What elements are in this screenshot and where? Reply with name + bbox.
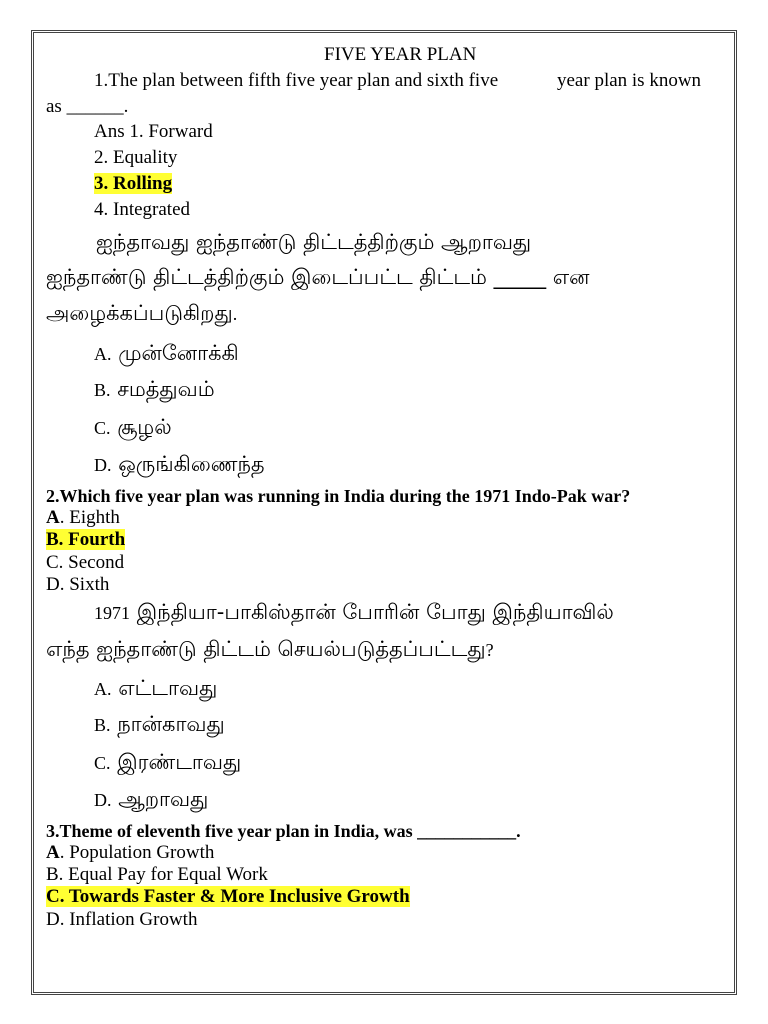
q2-tamil-line2-end: ? xyxy=(485,640,494,660)
q1-tamil-option-d xyxy=(94,451,265,478)
q3-option-a xyxy=(46,842,214,864)
q2-tamil-option-a-text: எட்டாவது xyxy=(118,676,218,700)
q2-tamil-option-a xyxy=(94,675,217,702)
q1-tamil-option-a xyxy=(94,340,239,367)
q2-tamil-line2-text: எந்த ஐந்தாண்டு திட்டம் செயல்படுத்தப்பட்டது xyxy=(46,637,486,661)
q2-question: 2.Which five year plan was running in India during the 1971 Indo-Pak war? xyxy=(46,486,631,506)
q3-option-c-answer xyxy=(46,886,410,908)
q1-tamil-option-b-letter: B. xyxy=(94,380,111,400)
q1-tamil-option-a-letter: A. xyxy=(94,344,112,364)
q3-answer-highlight: C. Towards Faster & More Inclusive Growth xyxy=(46,886,410,907)
q1-tamil-option-c-text: சூழல் xyxy=(117,415,172,439)
q2-tamil-line1 xyxy=(94,599,614,626)
q2-tamil-option-d xyxy=(94,786,208,813)
q1-tamil-line1: ஐந்தாவது ஐந்தாண்டு திட்டத்திற்கும் ஆறாவது xyxy=(96,230,532,254)
q2-tamil-option-b-text: நான்காவது xyxy=(117,712,225,736)
q2-option-a-text: . Eighth xyxy=(59,507,120,528)
q1-tamil-line3-text: அழைக்கப்படுகிறது xyxy=(46,301,233,325)
q1-tamil-line3-end: . xyxy=(232,304,238,324)
q2-tamil-line1-text: இந்தியா-பாகிஸ்தான் போரின் போது இந்தியாவில் xyxy=(136,600,614,624)
q1-tamil-option-b xyxy=(94,376,215,403)
q2-option-a xyxy=(46,507,120,529)
q1-tamil-option-d-letter: D. xyxy=(94,455,112,475)
q2-tamil-option-c xyxy=(94,749,241,776)
q1-option-d: 4. Integrated xyxy=(94,199,191,220)
q3-question: 3.Theme of eleventh five year plan in India, was ___________. xyxy=(46,821,521,841)
q3-option-d: D. Inflation Growth xyxy=(46,909,198,930)
q1-option-b: 2. Equality xyxy=(94,147,178,168)
q1-tamil-line2: ஐந்தாண்டு திட்டத்திற்கும் இடைப்பட்ட திட்டம் _____ என xyxy=(46,265,590,289)
q1-tamil-option-a-text: முன்னோக்கி xyxy=(118,341,239,365)
q1-question-line1: 1.The plan between fifth five year plan and sixth five xyxy=(94,70,499,91)
q2-tamil-option-a-letter: A. xyxy=(94,679,112,699)
q2-tamil-line2 xyxy=(46,636,494,663)
q1-question-line2: as ______. xyxy=(46,96,129,117)
q2-option-c: C. Second xyxy=(46,552,125,573)
q3-option-b: B. Equal Pay for Equal Work xyxy=(46,864,268,885)
q1-tamil-option-b-text: சமத்துவம் xyxy=(117,377,215,401)
q2-answer-highlight: B. Fourth xyxy=(46,529,126,550)
q2-tamil-option-b-letter: B. xyxy=(94,715,111,735)
q2-tamil-option-c-letter: C. xyxy=(94,753,111,773)
q1-tamil-option-c-letter: C. xyxy=(94,418,111,438)
q1-tamil-option-d-text: ஒருங்கிணைந்த xyxy=(118,452,265,476)
q2-tamil-option-d-letter: D. xyxy=(94,790,112,810)
q1-answer-highlight: 3. Rolling xyxy=(94,173,173,194)
q1-tamil-line3 xyxy=(46,300,237,327)
q1-option-a: Ans 1. Forward xyxy=(94,121,213,142)
q2-option-a-letter: A xyxy=(46,507,60,528)
q1-question-line1b: year plan is known xyxy=(557,70,702,91)
q3-option-a-letter: A xyxy=(46,842,60,863)
page-title: FIVE YEAR PLAN xyxy=(324,44,477,65)
q1-option-c-answer xyxy=(94,173,172,195)
q1-tamil-option-c xyxy=(94,414,172,441)
q2-tamil-option-d-text: ஆறாவது xyxy=(118,787,209,811)
q2-option-d: D. Sixth xyxy=(46,574,110,595)
q2-tamil-option-c-text: இரண்டாவது xyxy=(117,750,242,774)
q2-tamil-option-b xyxy=(94,711,225,738)
q2-option-b-answer xyxy=(46,529,125,551)
q3-option-a-text: . Population Growth xyxy=(59,842,215,863)
q2-tamil-year: 1971 xyxy=(94,603,130,623)
